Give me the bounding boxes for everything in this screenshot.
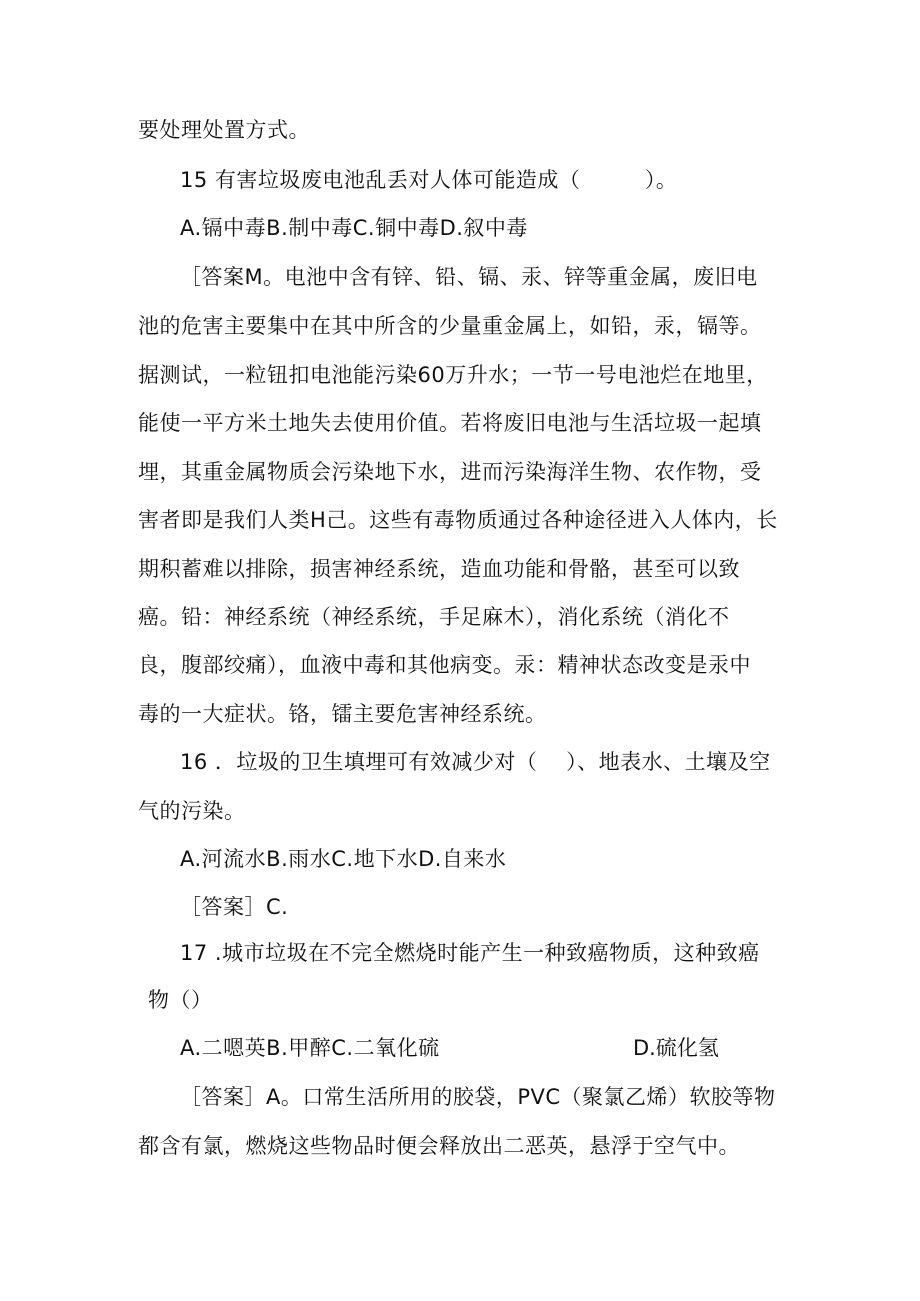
answer-17-line: 都含有氯，燃烧这些物品时便会释放出二恶英，悬浮于空气中。 [138,1134,740,1158]
question-17-options: A.二嗯英B.甲醉C.二氧化硫 [180,1036,440,1060]
question-15-options: A.镉中毒B.制中毒C.铜中毒D.叙中毒 [180,216,528,240]
question-16-options: A.河流水B.雨水C.地下水D.自来水 [180,847,507,871]
answer-15-line: 害者即是我们人类H己。这些有毒物质通过各种途径进入人体内，长 [138,508,778,532]
answer-15-line: ［答案M。电池中含有锌、铅、镉、汞、锌等重金属，废旧电 [180,265,758,289]
answer-15-line: 埋，其重金属物质会污染地下水，进而污染海洋生物、农作物，受 [138,460,762,484]
question-17-option-d: D.硫化氢 [633,1036,719,1060]
question-16-stem: 气的污染。 [138,799,246,823]
answer-15-line: 据测试，一粒钮扣电池能污染60万升水；一节一号电池烂在地里， [138,363,768,387]
question-16-stem: 16 ．垃圾的卫生填埋可有效减少对（ ）、地表水、土壤及空 [180,750,771,774]
question-17-stem: 17 .城市垃圾在不完全燃烧时能产生一种致癌物质，这种致癌 [180,941,760,965]
question-17-stem: 物（） [148,988,213,1012]
answer-15-line: 池的危害主要集中在其中所含的少量重金属上，如铅，汞，镉等。 [138,314,762,338]
answer-15-line: 期积蓄难以排除，损害神经系统，造血功能和骨骼，甚至可以致 [138,557,740,581]
question-15-stem: 15 有害垃圾废电池乱丢对人体可能造成（ ）。 [180,168,678,192]
answer-15-line: 能使一平方米土地失去使用价值。若将废旧电池与生活垃圾一起填 [138,411,762,435]
answer-15-line: 癌。铅：神经系统（神经系统，手足麻木），消化系统（消化不 [138,605,730,629]
answer-17-line: ［答案］A。口常生活所用的胶袋，PVC（聚氯乙烯）软胶等物 [180,1085,776,1109]
answer-16: ［答案］C. [180,895,289,919]
answer-15-line: 毒的一大症状。铬，镭主要危害神经系统。 [138,702,547,726]
text-line: 要处理处置方式。 [138,118,310,142]
answer-15-line: 良，腹部绞痛），血液中毒和其他病变。汞：精神状态改变是汞中 [138,653,751,677]
